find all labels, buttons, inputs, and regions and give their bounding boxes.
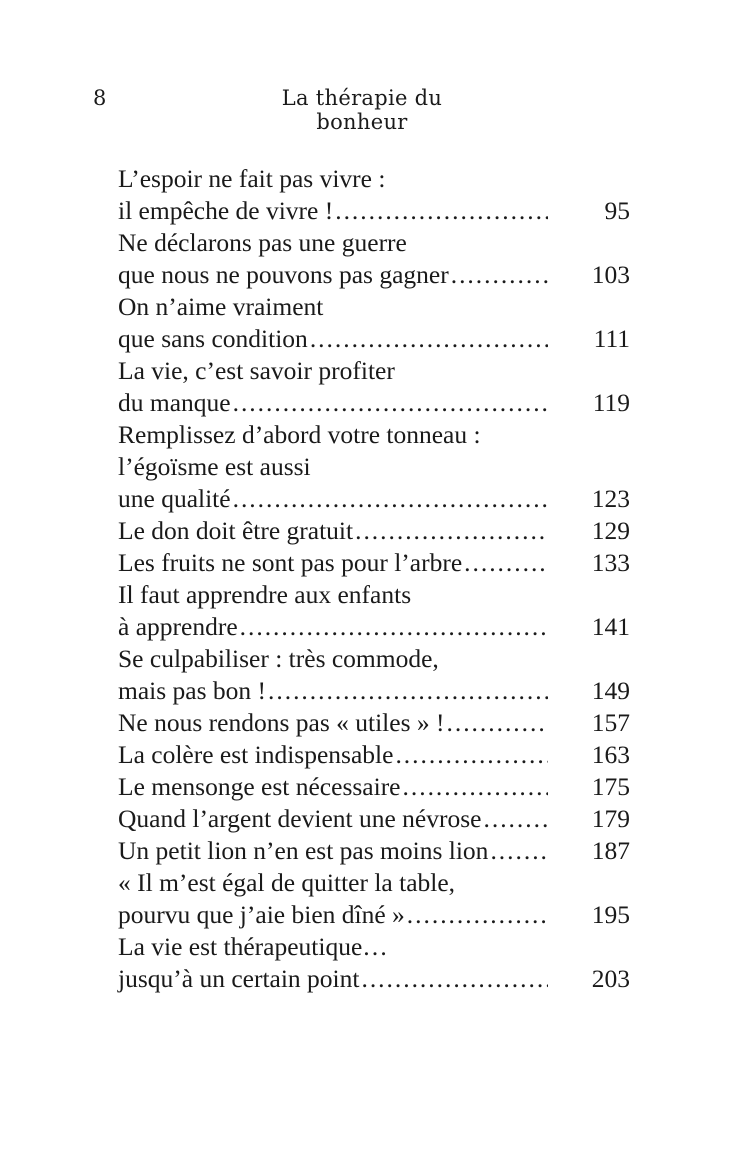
toc-entry[interactable] [118,643,630,707]
page-header [0,86,751,134]
toc-entry[interactable] [118,355,630,419]
toc-entry-title: Le don doit être gratuit [118,516,354,545]
toc-entry[interactable] [118,547,630,579]
toc-entry-title: mais pas bon ! [118,676,267,705]
toc-entry-page: 195 [591,900,630,929]
toc-entry[interactable] [118,515,630,547]
toc-entry-title: que nous ne pouvons pas gagner [118,260,449,289]
toc-entry[interactable] [118,867,630,931]
toc-entry-page: 141 [591,612,630,641]
toc-entry-title: une qualité [118,484,231,513]
toc-entry-line [118,227,630,259]
toc-entry-page: 119 [592,388,630,417]
toc-entry[interactable] [118,707,630,739]
toc-entry-line [118,963,630,995]
toc-entry-line [118,547,630,579]
dot-leader [268,675,548,707]
toc-entry-title: La colère est indispensable [118,740,394,769]
dot-leader [484,803,549,835]
toc-entry-line [118,771,630,803]
toc-entry-page: 157 [591,708,630,737]
toc-entry-title: La vie est thérapeutique… [118,932,388,961]
toc-entry-line [118,483,630,515]
toc-entry-line [118,323,630,355]
dot-leader [240,611,548,643]
dot-leader [395,739,548,771]
toc-entry-title: « Il m’est égal de quitter la table, [118,868,456,897]
dot-leader [355,515,548,547]
toc-entry[interactable] [118,739,630,771]
dot-leader [233,387,548,419]
toc-entry-title: Ne nous rendons pas « utiles » ! [118,708,445,737]
toc-entry-line [118,387,630,419]
toc-entry-title: La vie, c’est savoir profiter [118,356,395,385]
toc-entry-page: 175 [591,772,630,801]
toc-entry-page: 95 [604,196,630,225]
toc-entry[interactable] [118,579,630,643]
toc-entry-line [118,675,630,707]
dot-leader [310,323,548,355]
toc-entry[interactable] [118,771,630,803]
toc-entry-page: 203 [591,964,630,993]
toc-entry-title: L’espoir ne fait pas vivre : [118,164,386,193]
dot-leader [361,963,548,995]
toc-entry-line [118,579,630,611]
toc-entry-line [118,355,630,387]
toc-entry-title: Ne déclarons pas une guerre [118,228,407,257]
toc-entry-line [118,611,630,643]
toc-entry-page: 163 [591,740,630,769]
dot-leader [490,835,548,867]
dot-leader [233,483,548,515]
toc-entry-page: 103 [591,260,630,289]
toc-entry-title: Se culpabiliser : très commode, [118,644,439,673]
dot-leader [407,899,548,931]
toc-entry-page: 149 [591,676,630,705]
toc-entry-page: 179 [591,804,630,833]
toc-entry-title: que sans condition [118,324,308,353]
toc-entry-line [118,515,630,547]
running-title: La thérapie du bonheur [281,86,443,134]
toc-entry-title: Il faut apprendre aux enfants [118,580,412,609]
toc-entry[interactable] [118,163,630,227]
dot-leader [464,547,548,579]
toc-entry-title: pourvu que j’aie bien dîné » [118,900,405,929]
toc-entry-line [118,259,630,291]
dot-leader [335,195,548,227]
page-number: 8 [93,86,107,110]
toc-entry[interactable] [118,419,630,515]
toc-entry-line [118,451,630,483]
dot-leader [403,771,548,803]
toc-entry-title: Les fruits ne sont pas pour l’arbre [118,548,463,577]
toc-entry[interactable] [118,835,630,867]
toc-entry-line [118,803,630,835]
toc-entry[interactable] [118,227,630,291]
toc-entry-title: à apprendre [118,612,238,641]
toc-entry-line [118,195,630,227]
toc-entry-line [118,867,630,899]
toc-entry-title: On n’aime vraiment [118,292,324,321]
toc-entry-line [118,419,630,451]
toc-entry-title: du manque [118,388,231,417]
toc-entry-line [118,163,630,195]
toc-entry[interactable] [118,931,630,995]
toc-entry-line [118,931,630,963]
toc-entry-title: Le mensonge est nécessaire [118,772,401,801]
toc-entry-title: Quand l’argent devient une névrose [118,804,482,833]
toc-entry-page: 129 [591,516,630,545]
toc-entry-page: 111 [593,324,630,353]
toc-entry-page: 133 [591,548,630,577]
toc-entry-title: l’égoïsme est aussi [118,452,311,481]
toc-entry-line [118,707,630,739]
table-of-contents [118,163,630,995]
toc-entry-title: Remplissez d’abord votre tonneau : [118,420,481,449]
toc-entry-line [118,643,630,675]
toc-entry[interactable] [118,803,630,835]
toc-entry-page: 187 [591,836,630,865]
toc-entry-line [118,899,630,931]
toc-entry-line [118,291,630,323]
toc-entry-title: il empêche de vivre ! [118,196,334,225]
dot-leader [451,259,548,291]
dot-leader [447,707,549,739]
toc-entry-title: Un petit lion n’en est pas moins lion [118,836,489,865]
toc-entry-line [118,835,630,867]
toc-entry-page: 123 [591,484,630,513]
toc-entry-title: jusqu’à un certain point [118,964,360,993]
toc-entry-line [118,739,630,771]
toc-entry[interactable] [118,291,630,355]
